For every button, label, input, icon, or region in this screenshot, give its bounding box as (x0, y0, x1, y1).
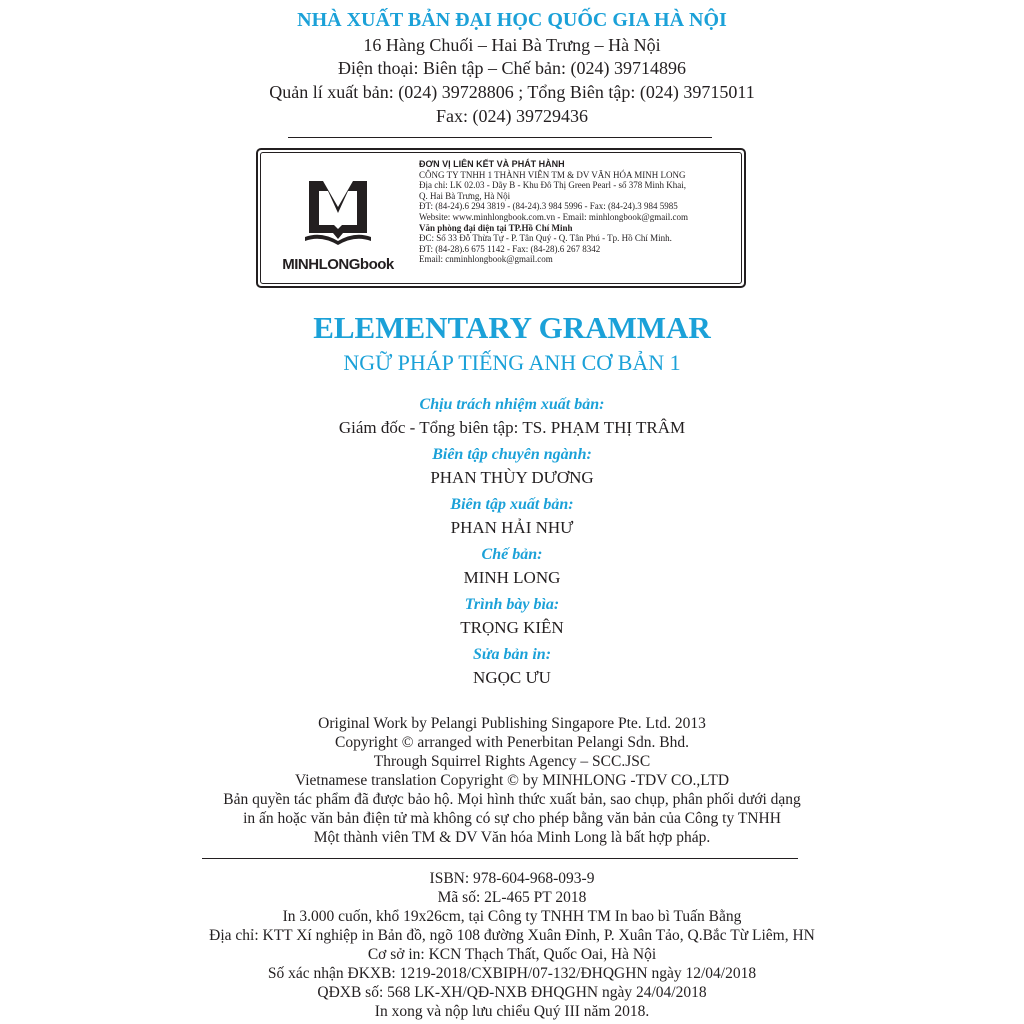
imprint-line: QĐXB số: 568 LK-XH/QĐ-NXB ĐHQGHN ngày 24/04/2018 (317, 984, 707, 1001)
copyright-line: Bản quyền tác phẩm đã được bảo hộ. Mọi hình thức xuất bản, sao chụp, phân phối dưới dạng (223, 791, 801, 808)
copyright-line: Through Squirrel Rights Agency – SCC.JSC (373, 753, 651, 770)
credit-value: NGỌC ƯU (473, 668, 551, 687)
partner-phone: ĐT: (84-24).6 294 3819 - (84-24).3 984 5996 - Fax: (84-24).3 984 5985 (419, 201, 678, 212)
partner-website: Website: www.minhlongbook.com.vn - Email: minhlongbook@gmail.com (419, 211, 688, 222)
imprint-line: Mã số: 2L-465 PT 2018 (437, 889, 587, 906)
imprint-line: In 3.000 cuốn, khổ 19x26cm, tại Công ty TNHH TM In bao bì Tuấn Bằng (282, 908, 742, 925)
office-email: Email: cnminhlongbook@gmail.com (419, 254, 553, 265)
publisher-management-phone: Quản lí xuất bản: (024) 39728806 ; Tổng Biên tập: (024) 39715011 (269, 82, 755, 102)
office-address: ĐC: Số 33 Đỗ Thừa Tự - P. Tân Quý - Q. Tân Phú - Tp. Hồ Chí Minh. (419, 233, 672, 244)
imprint-line: Cơ sở in: KCN Thạch Thất, Quốc Oai, Hà Nội (367, 946, 657, 963)
credit-label: Trình bày bìa: (464, 596, 560, 613)
publisher-phone: Điện thoại: Biên tập – Chế bản: (024) 39714896 (338, 58, 686, 78)
book-subtitle: NGỮ PHÁP TIẾNG ANH CƠ BẢN 1 (343, 350, 681, 375)
credit-label: Chế bản: (481, 546, 543, 563)
credit-value: PHAN HẢI NHƯ (450, 518, 574, 537)
publisher-name: NHÀ XUẤT BẢN ĐẠI HỌC QUỐC GIA HÀ NỘI (297, 9, 727, 31)
imprint-line: ISBN: 978-604-968-093-9 (429, 870, 595, 887)
imprint-line: Địa chỉ: KTT Xí nghiệp in Bản đồ, ngõ 108 đường Xuân Đỉnh, P. Xuân Tảo, Q.Bắc Từ Liêm, HN (209, 927, 815, 944)
copyright-line: Copyright © arranged with Penerbitan Pelangi Sdn. Bhd. (334, 734, 690, 751)
credit-label: Chịu trách nhiệm xuất bản: (419, 396, 605, 413)
imprint-line: In xong và nộp lưu chiểu Quý III năm 2018. (374, 1003, 650, 1020)
partner-heading: ĐƠN VỊ LIÊN KẾT VÀ PHÁT HÀNH (419, 159, 565, 169)
publisher-fax: Fax: (024) 39729436 (436, 106, 588, 126)
partner-address: Địa chỉ: LK 02.03 - Dãy B - Khu Đô Thị Green Pearl - số 378 Minh Khai, (419, 180, 687, 191)
minhlong-logo (267, 177, 409, 273)
logo-text: MINHLONGbook (282, 256, 394, 273)
credit-label: Biên tập xuất bản: (450, 496, 574, 513)
credit-value: TRỌNG KIÊN (460, 618, 564, 637)
book-title: ELEMENTARY GRAMMAR (313, 310, 711, 345)
copyright-line: Original Work by Pelangi Publishing Singapore Pte. Ltd. 2013 (318, 715, 706, 732)
credit-value: Giám đốc - Tổng biên tập: TS. PHẠM THỊ TRÂM (338, 418, 686, 437)
copyright-line: in ấn hoặc văn bản điện tử mà không có sự cho phép bằng văn bản của Công ty TNHH (243, 810, 781, 827)
imprint-line: Số xác nhận ĐKXB: 1219-2018/CXBIPH/07-132/ĐHQGHN ngày 12/04/2018 (267, 965, 757, 982)
partner-company: CÔNG TY TNHH 1 THÀNH VIÊN TM & DV VĂN HÓA MINH LONG (419, 169, 686, 180)
copyright-line: Một thành viên TM & DV Văn hóa Minh Long là bất hợp pháp. (313, 829, 711, 846)
divider (202, 858, 798, 859)
publisher-address: 16 Hàng Chuối – Hai Bà Trưng – Hà Nội (363, 35, 661, 55)
copyright-line: Vietnamese translation Copyright © by MINHLONG -TDV CO.,LTD (294, 772, 730, 789)
credit-label: Sửa bản in: (472, 646, 552, 663)
credit-value: PHAN THÙY DƯƠNG (430, 468, 594, 487)
office-heading: Văn phòng đại diện tại TP.Hồ Chí Minh (419, 222, 573, 233)
credit-label: Biên tập chuyên ngành: (432, 446, 592, 463)
credit-value: MINH LONG (463, 568, 561, 587)
book-logo-icon (303, 177, 373, 247)
partner-address-2: Q. Hai Bà Trưng, Hà Nội (419, 190, 511, 201)
divider (288, 137, 712, 138)
partner-box (256, 148, 746, 288)
office-phone: ĐT: (84-28).6 675 1142 - Fax: (84-28).6 267 8342 (419, 243, 601, 254)
